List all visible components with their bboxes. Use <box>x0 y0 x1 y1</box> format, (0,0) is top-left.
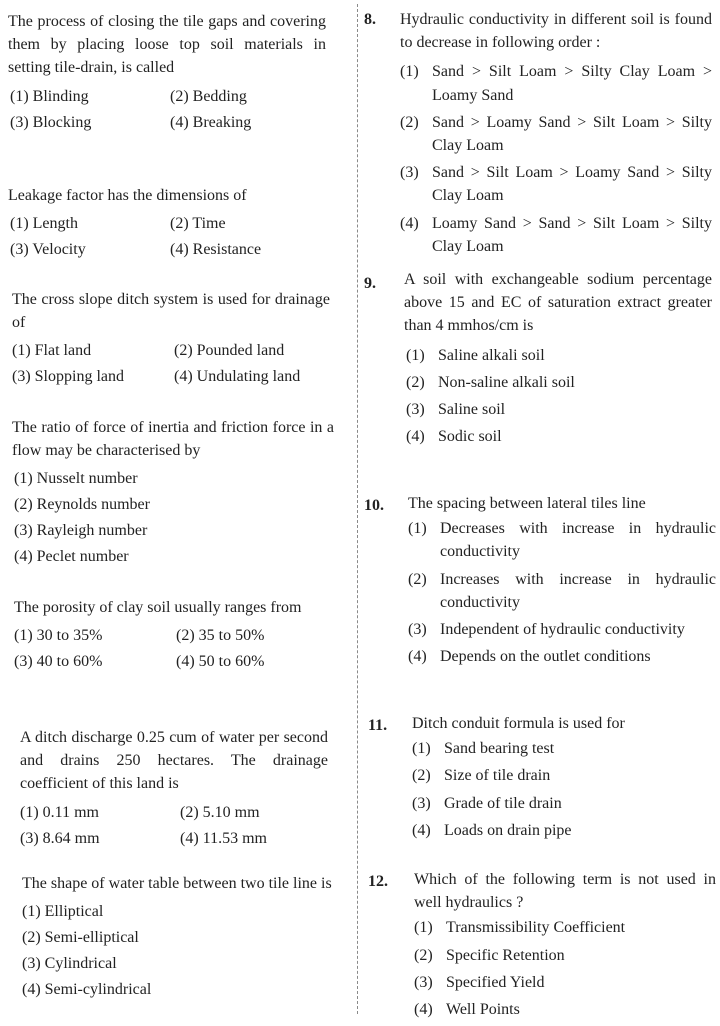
option-4: Well Points <box>446 1000 520 1018</box>
option-4: (4) Semi-cylindrical <box>22 981 152 999</box>
question-stem: The porosity of clay soil usually ranges from <box>14 599 302 616</box>
option-2: (2) Pounded land <box>174 342 285 360</box>
option-3: (3) Cylindrical <box>22 955 117 973</box>
question-8 <box>364 8 712 262</box>
question-number: 8. <box>364 11 376 28</box>
question-stem: A soil with exchangeable sodium percentage above 15 and EC of saturation extract greater than 4 mmhos/cm is <box>404 271 712 335</box>
column-divider <box>357 4 358 1014</box>
option-2: (2) 35 to 50% <box>176 627 265 645</box>
option-number: (3) <box>414 973 433 991</box>
option-1: (1) Length <box>10 215 78 233</box>
option-3: Grade of tile drain <box>444 794 562 812</box>
option-1: Sand > Silt Loam > Silty Clay Loam > Loamy Sand <box>432 63 712 104</box>
option-3: (3) 8.64 mm <box>20 829 100 847</box>
option-1: (1) Flat land <box>12 342 92 360</box>
option-3: Independent of hydraulic conductivity <box>440 620 685 638</box>
question-stem: Hydraulic conductivity in different soil is found to decrease in following order : <box>400 11 712 52</box>
option-1: Sand bearing test <box>444 740 555 758</box>
question-stem: The cross slope ditch system is used for drainage of <box>12 291 330 332</box>
option-number: (3) <box>400 164 419 182</box>
question-left-2 <box>8 184 326 263</box>
option-4: (4) Peclet number <box>14 548 129 566</box>
option-number: (2) <box>412 767 431 785</box>
option-number: (3) <box>412 794 431 812</box>
option-3: Saline soil <box>438 400 506 418</box>
question-left-3 <box>12 288 330 390</box>
question-12 <box>368 868 716 1025</box>
option-1: (1) Blinding <box>10 87 89 105</box>
option-2: Increases with increase in hydraulic conductivity <box>440 570 716 611</box>
option-number: (1) <box>408 520 427 538</box>
question-left-5 <box>14 596 324 675</box>
option-3: (3) Velocity <box>10 241 86 259</box>
option-number: (1) <box>412 740 431 758</box>
option-number: (2) <box>408 570 427 588</box>
option-3: (3) Blocking <box>10 113 92 131</box>
option-number: (2) <box>400 113 419 131</box>
question-stem: Leakage factor has the dimensions of <box>8 187 247 204</box>
option-3: (3) Rayleigh number <box>14 522 148 540</box>
option-4: Sodic soil <box>438 428 502 446</box>
option-1: Decreases with increase in hydraulic conductivity <box>440 520 716 561</box>
option-1: (1) Nusselt number <box>14 470 138 488</box>
question-9 <box>364 268 712 452</box>
option-number: (3) <box>408 620 427 638</box>
option-1: Saline alkali soil <box>438 346 545 364</box>
option-2: Non-saline alkali soil <box>438 373 575 391</box>
question-11 <box>368 712 708 846</box>
question-number: 10. <box>364 497 384 514</box>
option-number: (4) <box>406 428 425 446</box>
option-2: Specific Retention <box>446 946 565 964</box>
option-2: Sand > Loamy Sand > Silt Loam > Silty Clay Loam <box>432 113 712 154</box>
option-1: (1) 30 to 35% <box>14 627 103 645</box>
question-stem: The process of closing the tile gaps and covering them by placing loose top soil materials in setting tile-drain, is called <box>8 13 326 77</box>
question-left-7 <box>22 872 334 1003</box>
option-number: (4) <box>408 648 427 666</box>
option-number: (1) <box>414 919 433 937</box>
option-number: (4) <box>400 214 419 232</box>
question-left-4 <box>12 416 334 570</box>
question-stem: The spacing between lateral tiles line <box>408 495 646 512</box>
option-4: Loads on drain pipe <box>444 821 572 839</box>
question-left-1 <box>8 10 326 136</box>
option-4: Loamy Sand > Sand > Silt Loam > Silty Clay Loam <box>432 214 712 255</box>
option-4: Depends on the outlet conditions <box>440 648 651 666</box>
option-number: (1) <box>400 63 419 81</box>
option-2: (2) 5.10 mm <box>180 803 260 821</box>
question-stem: Ditch conduit formula is used for <box>412 715 625 732</box>
option-number: (4) <box>412 821 431 839</box>
option-4: (4) 50 to 60% <box>176 653 265 671</box>
question-number: 9. <box>364 275 376 292</box>
option-number: (2) <box>406 373 425 391</box>
option-3: (3) Slopping land <box>12 368 124 386</box>
option-number: (1) <box>406 346 425 364</box>
question-10 <box>364 492 716 672</box>
option-2: (2) Reynolds number <box>14 496 150 514</box>
question-number: 12. <box>368 873 388 890</box>
question-stem: Which of the following term is not used in well hydraulics ? <box>414 871 716 912</box>
option-number: (2) <box>414 946 433 964</box>
question-stem: The shape of water table between two tile line is <box>22 875 332 892</box>
question-stem: The ratio of force of inertia and friction force in a flow may be characterised by <box>12 419 334 460</box>
option-4: (4) 11.53 mm <box>180 829 267 847</box>
option-number: (3) <box>406 400 425 418</box>
question-left-6 <box>20 726 328 852</box>
option-4: (4) Resistance <box>170 241 262 259</box>
option-3: Specified Yield <box>446 973 545 991</box>
question-stem: A ditch discharge 0.25 cum of water per second and drains 250 hectares. The drainage coefficient of this land is <box>20 729 328 793</box>
option-1: (1) 0.11 mm <box>20 803 99 821</box>
option-2: (2) Bedding <box>170 87 247 105</box>
option-2: (2) Time <box>170 215 226 233</box>
option-3: Sand > Silt Loam > Loamy Sand > Silty Clay Loam <box>432 164 712 205</box>
option-1: Transmissibility Coefficient <box>446 919 626 937</box>
option-1: (1) Elliptical <box>22 903 104 921</box>
option-2: Size of tile drain <box>444 767 551 785</box>
question-number: 11. <box>368 717 388 734</box>
option-3: (3) 40 to 60% <box>14 653 103 671</box>
option-number: (4) <box>414 1000 433 1018</box>
option-4: (4) Breaking <box>170 113 252 131</box>
option-2: (2) Semi-elliptical <box>22 929 139 947</box>
option-4: (4) Undulating land <box>174 368 301 386</box>
